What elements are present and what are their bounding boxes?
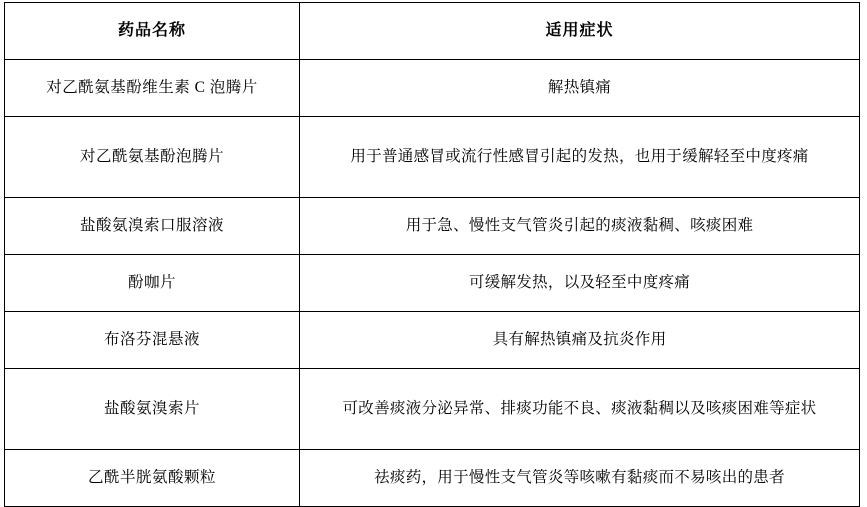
table-body xyxy=(5,60,860,507)
table-row xyxy=(5,117,860,198)
table-row xyxy=(5,312,860,369)
cell-symptom: 用于急、慢性支气管炎引起的痰液黏稠、咳痰困难 xyxy=(300,198,860,255)
drug-indication-table xyxy=(4,2,860,507)
cell-symptom: 可改善痰液分泌异常、排痰功能不良、痰液黏稠以及咳痰困难等症状 xyxy=(300,369,860,450)
cell-drug-name: 盐酸氨溴索口服溶液 xyxy=(5,198,300,255)
cell-drug-name: 布洛芬混悬液 xyxy=(5,312,300,369)
cell-symptom: 用于普通感冒或流行性感冒引起的发热，也用于缓解轻至中度疼痛 xyxy=(300,117,860,198)
table-row xyxy=(5,450,860,507)
column-header-symptom: 适用症状 xyxy=(300,3,860,60)
cell-symptom: 具有解热镇痛及抗炎作用 xyxy=(300,312,860,369)
cell-symptom: 祛痰药，用于慢性支气管炎等咳嗽有黏痰而不易咳出的患者 xyxy=(300,450,860,507)
cell-symptom: 可缓解发热，以及轻至中度疼痛 xyxy=(300,255,860,312)
cell-drug-name: 对乙酰氨基酚维生素 C 泡腾片 xyxy=(5,60,300,117)
column-header-drug-name: 药品名称 xyxy=(5,3,300,60)
table-row xyxy=(5,60,860,117)
table-row xyxy=(5,255,860,312)
table-header-row xyxy=(5,3,860,60)
table-row xyxy=(5,369,860,450)
cell-symptom: 解热镇痛 xyxy=(300,60,860,117)
document-page xyxy=(0,2,867,504)
cell-drug-name: 乙酰半胱氨酸颗粒 xyxy=(5,450,300,507)
cell-drug-name: 酚咖片 xyxy=(5,255,300,312)
cell-drug-name: 盐酸氨溴索片 xyxy=(5,369,300,450)
table-row xyxy=(5,198,860,255)
cell-drug-name: 对乙酰氨基酚泡腾片 xyxy=(5,117,300,198)
